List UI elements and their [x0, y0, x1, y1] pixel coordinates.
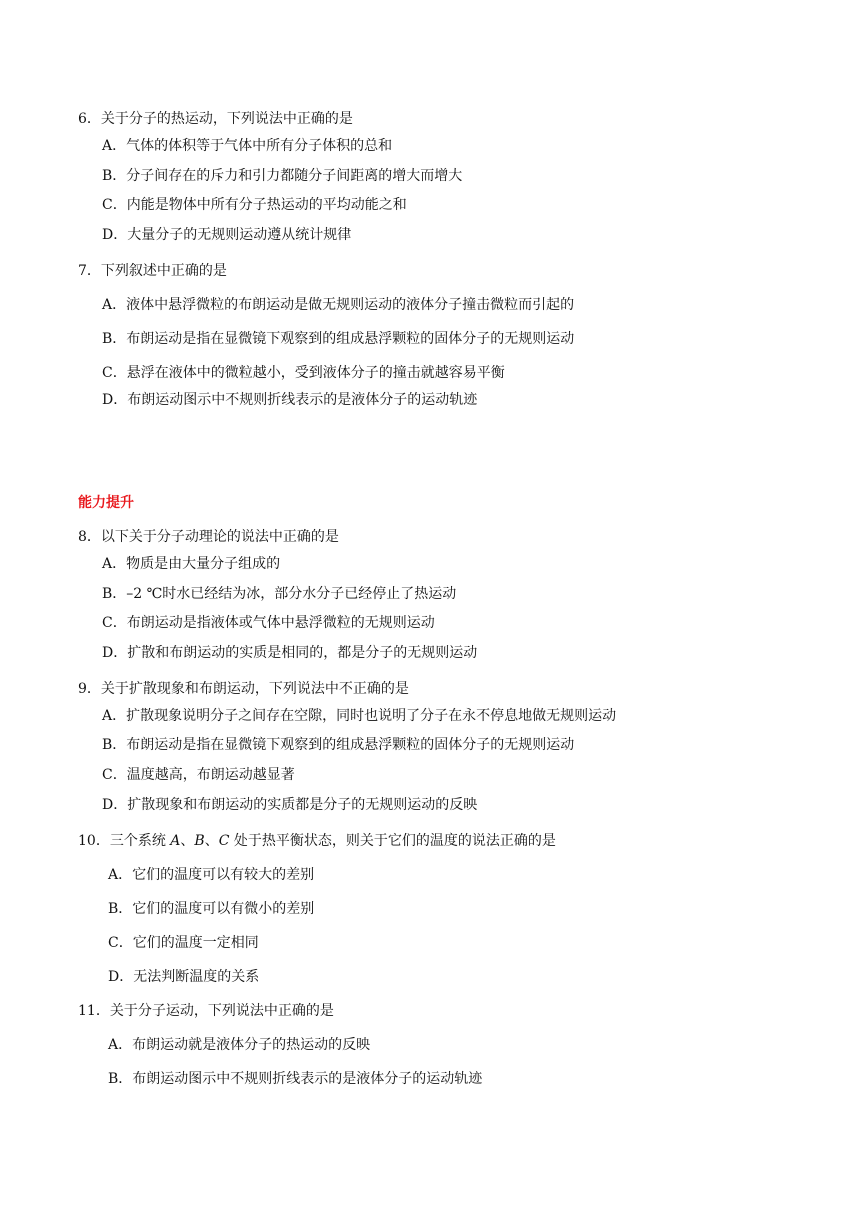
question-7-option-d: D．布朗运动图示中不规则折线表示的是液体分子的运动轨迹 — [102, 392, 478, 408]
question-10-option-b: B．它们的温度可以有微小的差别 — [108, 901, 315, 917]
question-8-option-a: A．物质是由大量分子组成的 — [102, 556, 281, 572]
question-7-option-c: C．悬浮在液体中的微粒越小，受到液体分子的撞击就越容易平衡 — [102, 365, 505, 381]
question-7-stem: 7．下列叙述中正确的是 — [78, 263, 227, 279]
question-8-option-d: D．扩散和布朗运动的实质是相同的，都是分子的无规则运动 — [102, 645, 478, 661]
system-b-label: B — [194, 833, 205, 849]
question-11-stem: 11．关于分子运动，下列说法中正确的是 — [78, 1003, 334, 1019]
question-11-option-a: A．布朗运动就是液体分子的热运动的反映 — [108, 1037, 371, 1053]
question-9-option-d: D．扩散现象和布朗运动的实质都是分子的无规则运动的反映 — [102, 797, 478, 813]
question-9-option-b: B．布朗运动是指在显微镜下观察到的组成悬浮颗粒的固体分子的无规则运动 — [102, 737, 575, 753]
question-10-sep-2: 、 — [204, 833, 219, 849]
question-9-option-a: A．扩散现象说明分子之间存在空隙，同时也说明了分子在永不停息地做无规则运动 — [102, 708, 617, 724]
question-6-option-d: D．大量分子的无规则运动遵从统计规律 — [102, 227, 352, 243]
question-9-option-c: C．温度越高，布朗运动越显著 — [102, 767, 295, 783]
question-10-stem — [78, 832, 556, 850]
question-10-sep-1: 、 — [180, 833, 195, 849]
question-8-option-b: B．–2 ℃时水已经结为冰，部分水分子已经停止了热运动 — [102, 586, 457, 602]
question-7-option-b: B．布朗运动是指在显微镜下观察到的组成悬浮颗粒的固体分子的无规则运动 — [102, 331, 575, 347]
question-9-stem: 9．关于扩散现象和布朗运动，下列说法中不正确的是 — [78, 681, 409, 697]
question-7-option-a: A．液体中悬浮微粒的布朗运动是做无规则运动的液体分子撞击微粒而引起的 — [102, 297, 575, 313]
question-8-stem: 8．以下关于分子动理论的说法中正确的是 — [78, 529, 339, 545]
system-c-label: C — [218, 833, 230, 849]
question-10-stem-prefix: 10．三个系统 — [78, 833, 171, 849]
section-heading: 能力提升 — [78, 495, 134, 511]
question-6-option-b: B．分子间存在的斥力和引力都随分子间距离的增大而增大 — [102, 168, 463, 184]
question-11-option-b: B．布朗运动图示中不规则折线表示的是液体分子的运动轨迹 — [108, 1071, 483, 1087]
question-10-option-a: A．它们的温度可以有较大的差别 — [108, 867, 315, 883]
question-10-option-c: C．它们的温度一定相同 — [108, 935, 259, 951]
question-8-option-c: C．布朗运动是指液体或气体中悬浮微粒的无规则运动 — [102, 615, 435, 631]
question-6-stem: 6．关于分子的热运动，下列说法中正确的是 — [78, 111, 353, 127]
system-a-label: A — [170, 833, 181, 849]
question-6-option-a: A．气体的体积等于气体中所有分子体积的总和 — [102, 138, 393, 154]
question-6-option-c: C．内能是物体中所有分子热运动的平均动能之和 — [102, 197, 407, 213]
question-10-stem-suffix: 处于热平衡状态，则关于它们的温度的说法正确的是 — [229, 833, 556, 849]
question-10-option-d: D．无法判断温度的关系 — [108, 969, 260, 985]
